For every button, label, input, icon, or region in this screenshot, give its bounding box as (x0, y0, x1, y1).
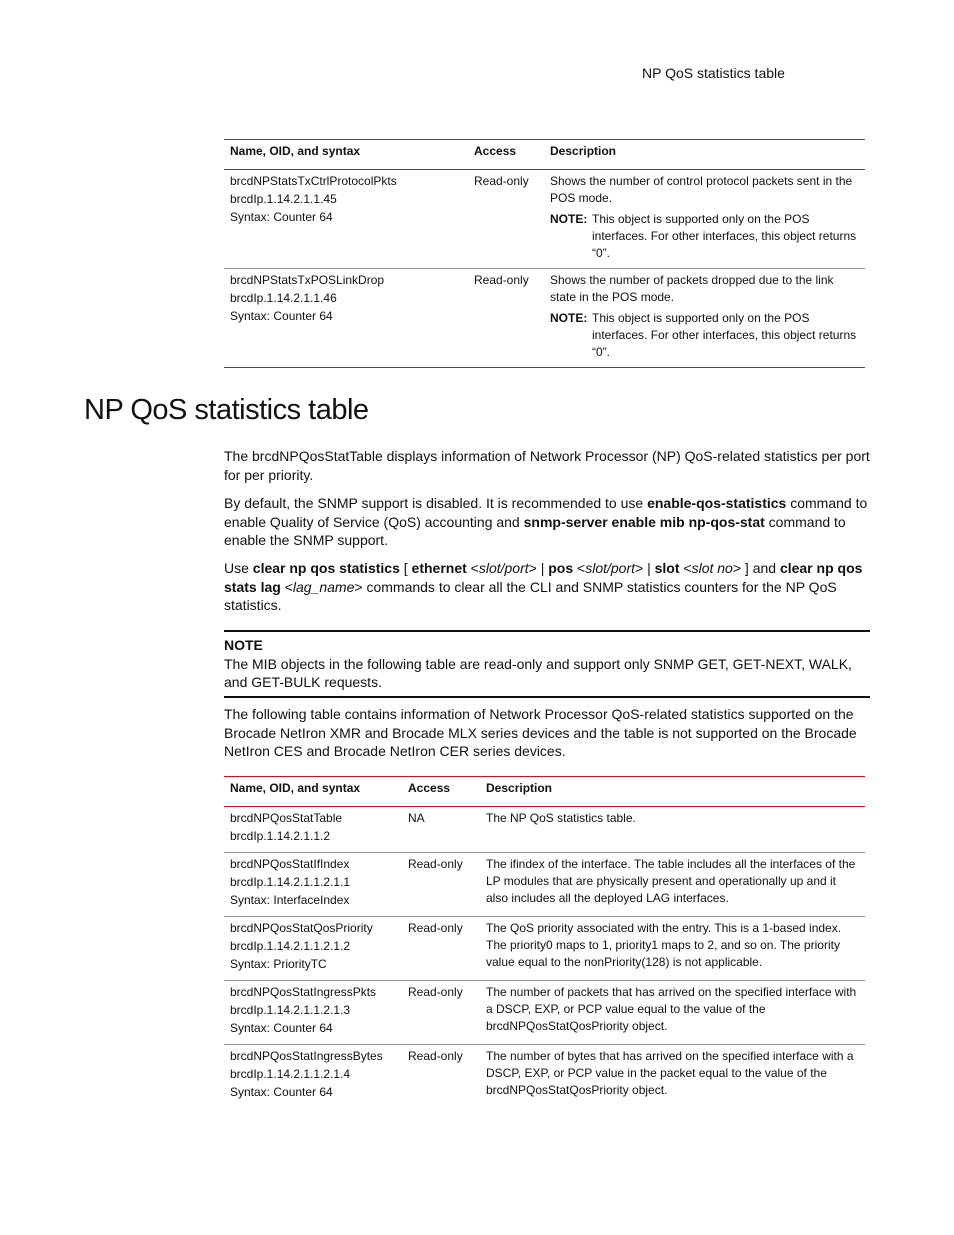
table-row (224, 1045, 865, 1109)
arg-slot-no: slot no (691, 560, 733, 576)
keyword-ethernet: ethernet (411, 560, 467, 576)
description-cell: The QoS priority associated with the entry. This is a 1-based index. The priority0 maps to 1, priority1 maps to 2, and so on. The priority value equal to the nonPriority(128) is not applicable. (480, 917, 865, 981)
table-row (224, 853, 865, 917)
name-cell (224, 853, 402, 917)
description-cell: The number of bytes that has arrived on the specified interface with a DSCP, EXP, or PCP value in the packet equal to the value of the brcdNPQosStatQosPriority object. (486, 1049, 854, 1097)
text: By default, the SNMP support is disabled. It is recommended to use (224, 495, 648, 511)
table-row (224, 917, 865, 981)
note-label: NOTE: (550, 311, 588, 325)
object-syntax: Syntax: Counter 64 (230, 210, 333, 224)
mib-table-pos (224, 139, 865, 368)
object-name: brcdNPQosStatQosPriority (230, 921, 373, 935)
name-cell (224, 170, 468, 269)
command-clear-np-qos-statistics: clear np qos statistics (252, 560, 400, 576)
table-header-row (224, 140, 865, 170)
name-cell (224, 1045, 402, 1109)
snmp-paragraph (224, 494, 870, 550)
description-cell: The ifindex of the interface. The table includes all the interfaces of the LP modules that are physically present and operationally up and it also includes all the deployed LAG interfaces. (480, 853, 865, 917)
column-header-access: Access (468, 140, 544, 170)
column-header-access: Access (402, 777, 480, 807)
object-oid: brcdIp.1.14.2.1.1.2.1.1 (230, 875, 351, 889)
text: < (573, 560, 586, 576)
text: [ (399, 560, 412, 576)
description-cell: The NP QoS statistics table. (480, 807, 865, 853)
object-syntax: Syntax: PriorityTC (230, 957, 327, 971)
name-cell (224, 981, 402, 1045)
object-name: brcdNPStatsTxCtrlProtocolPkts (230, 174, 397, 188)
text: < (466, 560, 479, 576)
text: command to enable Quality of Service (QoS) accounting and (224, 495, 868, 530)
object-name: brcdNPQosStatIngressBytes (230, 1049, 383, 1063)
keyword-slot: slot (654, 560, 680, 576)
text: command to enable the SNMP support. (224, 513, 846, 548)
description-cell (544, 170, 865, 269)
object-name: brcdNPStatsTxPOSLinkDrop (230, 273, 385, 287)
section-title: NP QoS statistics table (84, 394, 369, 426)
access-cell: Read-only (468, 269, 544, 368)
inline-note (550, 310, 859, 361)
mib-table-np-qos (224, 776, 865, 1108)
object-syntax: Syntax: Counter 64 (230, 309, 333, 323)
column-header-name: Name, OID, and syntax (224, 777, 402, 807)
access-cell: NA (402, 807, 480, 853)
arg-slot-port: slot/port (478, 560, 529, 576)
command-snmp-server: snmp-server enable mib np-qos-stat (523, 513, 765, 530)
command-clear-np-qos-stats-lag: clear np qos stats lag (224, 560, 863, 595)
clear-paragraph (224, 559, 870, 615)
description-cell (544, 269, 865, 368)
access-cell: Read-only (402, 853, 480, 917)
inline-note (550, 211, 859, 262)
access-cell: Read-only (408, 1049, 463, 1063)
note-label: NOTE: (550, 212, 588, 226)
table-header-row (224, 777, 865, 807)
intro-paragraph: The brcdNPQosStatTable displays information of Network Processor (NP) QoS-related statistics per port for per priority. (224, 448, 870, 483)
arg-slot-port: slot/port (585, 560, 636, 576)
object-oid: brcdIp.1.14.2.1.1.46 (230, 291, 337, 305)
object-syntax: Syntax: InterfaceIndex (230, 893, 350, 907)
support-paragraph: The following table contains information of Network Processor QoS-related statistics supported on the Brocade NetIron XMR and Brocade MLX series devices and the table is not supported on the Brocade NetIron CES and Brocade NetIron CER series devices. (224, 706, 857, 759)
text: < (280, 578, 293, 595)
object-name: brcdNPQosStatIfIndex (230, 857, 350, 871)
description-cell: The number of packets that has arrived on the specified interface with a DSCP, EXP, or PCP value equal to the value of the brcdNPQosStatQosPriority object. (480, 981, 865, 1045)
description-text: Shows the number of control protocol packets sent in the POS mode. (550, 174, 853, 205)
name-cell (224, 269, 468, 368)
object-name: brcdNPQosStatTable (230, 811, 343, 825)
text: > | (635, 560, 655, 576)
table-row (224, 269, 865, 368)
text: > commands to clear all the CLI and SNMP statistics counters for the NP QoS statistics. (224, 578, 837, 613)
column-header-description: Description (544, 140, 865, 170)
object-oid: brcdIp.1.14.2.1.1.45 (230, 192, 337, 206)
object-syntax: Syntax: Counter 64 (230, 1085, 333, 1099)
text: > ] and (732, 560, 780, 576)
note-text: This object is supported only on the POS interfaces. For other interfaces, this object returns “0”. (592, 311, 857, 359)
access-cell: Read-only (402, 917, 480, 981)
column-header-description: Description (480, 777, 865, 807)
table-row (224, 807, 865, 853)
object-oid: brcdIp.1.14.2.1.1.2.1.4 (230, 1067, 351, 1081)
object-oid: brcdIp.1.14.2.1.1.2.1.3 (230, 1003, 351, 1017)
text: < (679, 560, 692, 576)
note-text: This object is supported only on the POS interfaces. For other interfaces, this object returns “0”. (592, 212, 857, 260)
table-row (224, 170, 865, 269)
arg-lag-name: lag_name (292, 578, 355, 595)
column-header-name: Name, OID, and syntax (224, 140, 468, 170)
name-cell (224, 807, 402, 853)
note-box (224, 630, 870, 698)
text: Use (224, 560, 253, 576)
text: > | (528, 560, 549, 576)
running-header: NP QoS statistics table (642, 65, 785, 81)
access-cell: Read-only (468, 170, 544, 269)
object-oid: brcdIp.1.14.2.1.1.2 (230, 829, 331, 843)
table-row (224, 981, 865, 1045)
note-label: NOTE (224, 637, 263, 653)
command-enable-qos-statistics: enable-qos-statistics (647, 495, 787, 511)
keyword-pos: pos (548, 560, 574, 576)
object-oid: brcdIp.1.14.2.1.1.2.1.2 (230, 939, 351, 953)
note-text: The MIB objects in the following table are read-only and support only SNMP GET, GET-NEXT, WALK, and GET-BULK requests. (224, 655, 852, 690)
name-cell (224, 917, 402, 981)
description-text: Shows the number of packets dropped due to the link state in the POS mode. (550, 273, 834, 304)
object-syntax: Syntax: Counter 64 (230, 1021, 333, 1035)
access-cell: Read-only (402, 981, 480, 1045)
object-name: brcdNPQosStatIngressPkts (230, 985, 377, 999)
